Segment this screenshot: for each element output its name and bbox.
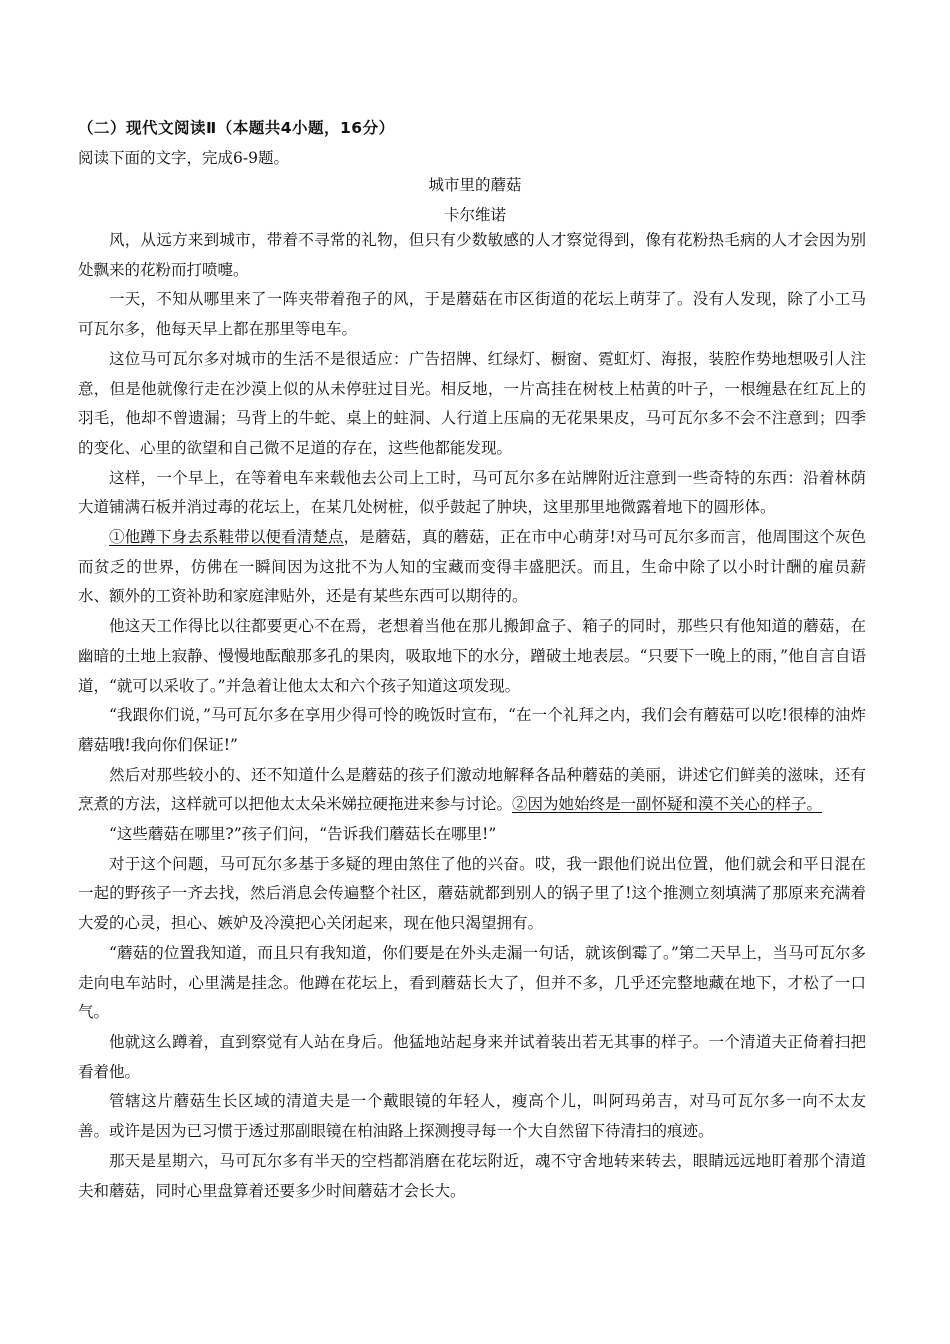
paragraph: 那天是星期六，马可瓦尔多有半天的空档都消磨在花坛附近，魂不守舍地转来转去，眼睛远远地盯着那个清道夫和蘑菇，同时心里盘算着还要多少时间蘑菇才会长大。 [78,1151,866,1200]
paragraph: 风，从远方来到城市，带着不寻常的礼物，但只有少数敏感的人才察觉得到，像有花粉热毛病的人才会因为别处飘来的花粉而打喷嚏。 [78,231,866,279]
underlined-sentence-1: ①他蹲下身去系鞋带以便看清楚点 [109,528,344,547]
paragraph: “我跟你们说，”马可瓦尔多在享用少得可怜的晚饭时宣布，“在一个礼拜之内，我们会有蘑菇可以吃!很棒的油炸蘑菇哦!我向你们保证!” [78,706,866,754]
article-body [78,226,866,1206]
paragraph: 他就这么蹲着，直到察觉有人站在身后。他猛地站起身来并试着装出若无其事的样子。一个清道夫正倚着扫把看着他。 [78,1032,866,1081]
paragraph: 然后对那些较小的、还不知道什么是蘑菇的孩子们激动地解释各品种蘑菇的美丽，讲述它们鲜美的滋味，还有烹煮的方法，这样就可以把他太太朵米娣拉硬拖进来参与讨论。②因为她始终是一副怀疑和漠不关心的样子。 [78,765,866,814]
paragraph: “这些蘑菇在哪里?”孩子们问，“告诉我们蘑菇长在哪里!” [109,825,497,844]
paragraph: 他这天工作得比以往都要更心不在焉，老想着当他在那儿搬卸盒子、箱子的同时，那些只有他知道的蘑菇，在幽暗的土地上寂静、慢慢地酝酿那多孔的果肉，吸取地下的水分，蹭破土地表层。“只要下一晚上的雨，”他自言自语道，“就可以采收了。”并急着让他太太和六个孩子知道这项发现。 [78,617,866,695]
paragraph: 这样，一个早上，在等着电车来载他去公司上工时，马可瓦尔多在站牌附近注意到一些奇特的东西：沿着林荫大道铺满石板并消过毒的花坛上，在某几处树桩，似乎鼓起了肿块，这里那里地微露着地下的圆形体。 [78,468,866,517]
article-author: 卡尔维诺 [443,206,506,224]
paragraph: 管辖这片蘑菇生长区域的清道夫是一个戴眼镜的年轻人，瘦高个儿，叫阿玛弟吉，对马可瓦尔多一向不太友善。或许是因为已习惯于透过那副眼镜在柏油路上探测搜寻每一个大自然留下待清扫的痕迹。 [78,1092,866,1141]
paragraph: 一天，不知从哪里来了一阵夹带着孢子的风，于是蘑菇在市区街道的花坛上萌芽了。没有人发现，除了小工马可瓦尔多，他每天早上都在那里等电车。 [78,290,866,339]
underlined-sentence-2: ②因为她始终是一副怀疑和漠不关心的样子。 [512,795,823,814]
paragraph: ①他蹲下身去系鞋带以便看清楚点，是蘑菇，真的蘑菇，正在市中心萌芽!对马可瓦尔多而言，他周围这个灰色而贫乏的世界，仿佛在一瞬间因为这批不为人知的宝藏而变得丰盛肥沃。而且，生命中除了以小时计酬的雇员薪水、额外的工资补助和家庭津贴外，还是有某些东西可以期待的。 [78,528,866,606]
article-title: 城市里的蘑菇 [428,176,522,194]
paragraph: 对于这个问题，马可瓦尔多基于多疑的理由煞住了他的兴奋。哎，我一跟他们说出位置，他们就会和平日混在一起的野孩子一齐去找，然后消息会传遍整个社区，蘑菇就都到别人的锅子里了!这个推测立刻填满了那原来充满着大爱的心灵，担心、嫉妒及冷漠把心关闭起来，现在他只渴望拥有。 [78,854,866,933]
section-heading: （二）现代文阅读Ⅱ（本题共4小题，16分） [78,119,395,137]
paragraph: “蘑菇的位置我知道，而且只有我知道，你们要是在外头走漏一句话，就该倒霉了。”第二天早上，当马可瓦尔多走向电车站时，心里满是挂念。他蹲在花坛上，看到蘑菇长大了，但并不多，几乎还完整地藏在地下，才松了一口气。 [78,943,866,1022]
instruction-text: 阅读下面的文字，完成6-9题。 [78,149,289,167]
paragraph: 这位马可瓦尔多对城市的生活不是很适应：广告招牌、红绿灯、橱窗、霓虹灯、海报，装腔作势地想吸引人注意，但是他就像行走在沙漠上似的从未停驻过目光。相反地，一片高挂在树枝上枯黄的叶子，一根缠悬在红瓦上的羽毛，他却不曾遗漏；马背上的牛蛇、桌上的蛀洞、人行道上压扁的无花果果皮，马可瓦尔多不会不注意到；四季的变化、心里的欲望和自己微不足道的存在，这些他都能发现。 [78,349,866,457]
